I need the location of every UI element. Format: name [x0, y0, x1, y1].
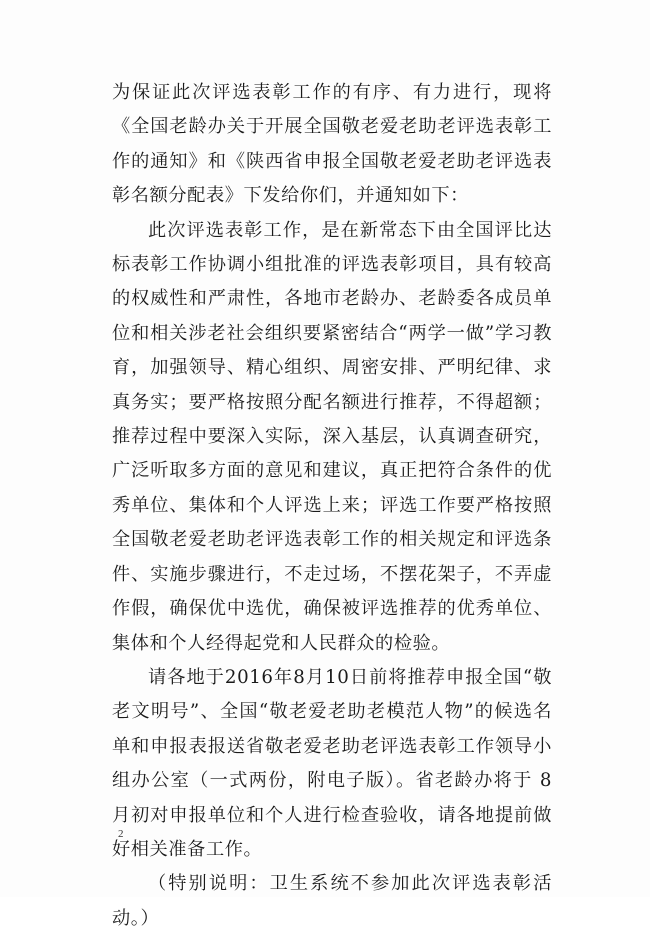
paragraph-deadline: 请各地于2016年8月10日前将推荐申报全国“敬老文明号”、全国“敬老爱老助老模范人物”的候选名单和申报表报送省敬老爱老助老评选表彰工作领导小组办公室（一式两份，附电子版）。省老龄办将于 8 月初对申报单位和个人进行检查验收，请各地提前做好相关准备工作。: [112, 666, 552, 860]
paragraph-special-note: （特别说明：卫生系统不参加此次评选表彰活动。）: [112, 873, 552, 929]
page-number: 2: [118, 828, 124, 840]
paragraph-requirements: 此次评选表彰工作，是在新常态下由全国评比达标表彰工作协调小组批准的评选表彰项目，具有较高的权威性和严肃性，各地市老龄办、老龄委各成员单位和相关涉老社会组织要紧密结合“两学一做”学习教育，加强领导、精心组织、周密安排、严明纪律、求真务实；要严格按照分配名额进行推荐，不得超额；推荐过程中要深入实际，深入基层，认真调查研究，广泛听取多方面的意见和建议，真正把符合条件的优秀单位、集体和个人评选上来；评选工作要严格按照全国敬老爱老助老评选表彰工作的相关规定和评选条件、实施步骤进行，不走过场，不摆花架子，不弄虚作假，确保优中选优，确保被评选推荐的优秀单位、集体和个人经得起党和人民群众的检验。: [112, 219, 552, 654]
paragraph-intro: 为保证此次评选表彰工作的有序、有力进行，现将《全国老龄办关于开展全国敬老爱老助老评选表彰工作的通知》和《陕西省申报全国敬老爱老助老评选表彰名额分配表》下发给你们，并通知如下：: [112, 82, 552, 207]
document-body: [112, 76, 552, 936]
